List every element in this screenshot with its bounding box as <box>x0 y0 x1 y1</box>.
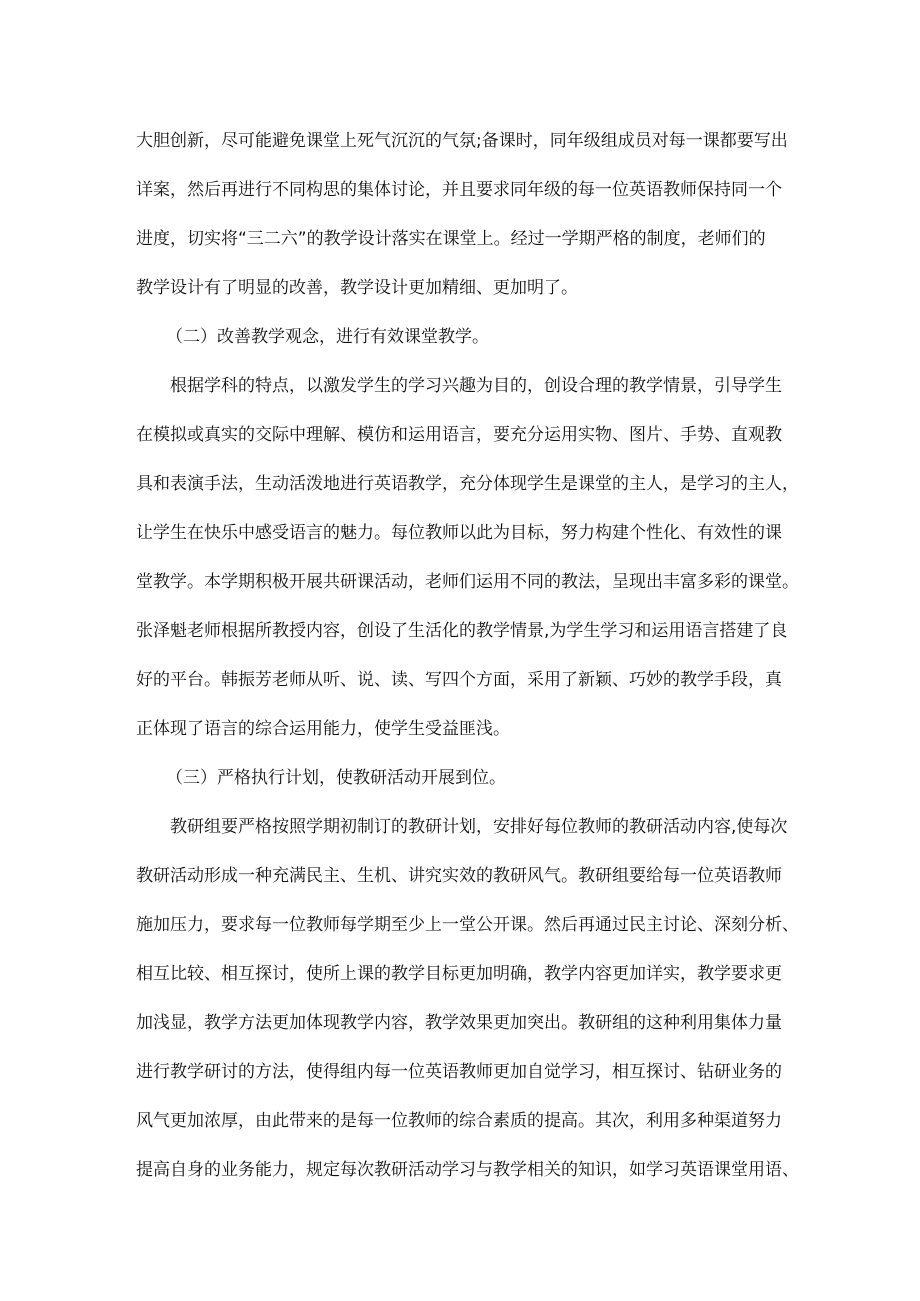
section-heading-2: （二）改善教学观念，进行有效课堂教学。 <box>166 327 489 347</box>
paragraph-line-16: 相互比较、相互探讨，使所上课的教学目标更加明确，教学内容更加详实，教学要求更 <box>136 964 782 984</box>
paragraph-line-11: 好的平台。韩振芳老师从听、说、读、写四个方面，采用了新颖、巧妙的教学手段，真 <box>136 670 782 690</box>
paragraph-line-19: 风气更加浓厚，由此带来的是每一位教师的综合素质的提高。其次，利用多种渠道努力 <box>136 1111 782 1131</box>
paragraph-line-6: 在模拟或真实的交际中理解、模仿和运用语言，要充分运用实物、图片、手势、直观教 <box>136 425 782 445</box>
paragraph-line-5: 根据学科的特点，以激发学生的学习兴趣为目的，创设合理的教学情景，引导学生 <box>170 376 782 396</box>
paragraph-line-14: 教研活动形成一种充满民主、生机、讲究实效的教研风气。教研组要给每一位英语教师 <box>136 866 782 886</box>
section-heading-3: （三）严格执行计划，使教研活动开展到位。 <box>166 768 506 788</box>
paragraph-line-8: 让学生在快乐中感受语言的魅力。每位教师以此为目标，努力构建个性化、有效性的课 <box>136 523 782 543</box>
paragraph-line-1: 大胆创新，尽可能避免课堂上死气沉沉的气氛;备课时，同年级组成员对每一课都要写出 <box>136 131 788 151</box>
paragraph-line-4: 教学设计有了明显的改善，教学设计更加精细、更加明了。 <box>136 278 578 298</box>
paragraph-line-18: 进行教学研讨的方法，使得组内每一位英语教师更加自觉学习，相互探讨、钻研业务的 <box>136 1062 782 1082</box>
paragraph-line-7: 具和表演手法，生动活泼地进行英语教学，充分体现学生是课堂的主人，是学习的主人， <box>136 474 799 494</box>
paragraph-line-17: 加浅显，教学方法更加体现教学内容，教学效果更加突出。教研组的这种利用集体力量 <box>136 1013 782 1033</box>
paragraph-line-9: 堂教学。本学期积极开展共研课活动，老师们运用不同的教法，呈现出丰富多彩的课堂。 <box>136 572 799 592</box>
paragraph-line-10: 张泽魁老师根据所教授内容，创设了生活化的教学情景,为学生学习和运用语言搭建了良 <box>136 621 788 641</box>
paragraph-line-2: 详案，然后再进行不同构思的集体讨论，并且要求同年级的每一位英语教师保持同一个 <box>136 180 782 200</box>
paragraph-line-3: 进度，切实将“三二六”的教学设计落实在课堂上。经过一学期严格的制度，老师们的 <box>136 229 766 249</box>
paragraph-line-13: 教研组要严格按照学期初制订的教研计划，安排好每位教师的教研活动内容,使每次 <box>170 817 788 837</box>
paragraph-line-20: 提高自身的业务能力，规定每次教研活动学习与教学相关的知识，如学习英语课堂用语、 <box>136 1160 799 1180</box>
paragraph-line-12: 正体现了语言的综合运用能力，使学生受益匪浅。 <box>136 719 510 739</box>
paragraph-line-15: 施加压力，要求每一位教师每学期至少上一堂公开课。然后再通过民主讨论、深刻分析、 <box>136 915 799 935</box>
